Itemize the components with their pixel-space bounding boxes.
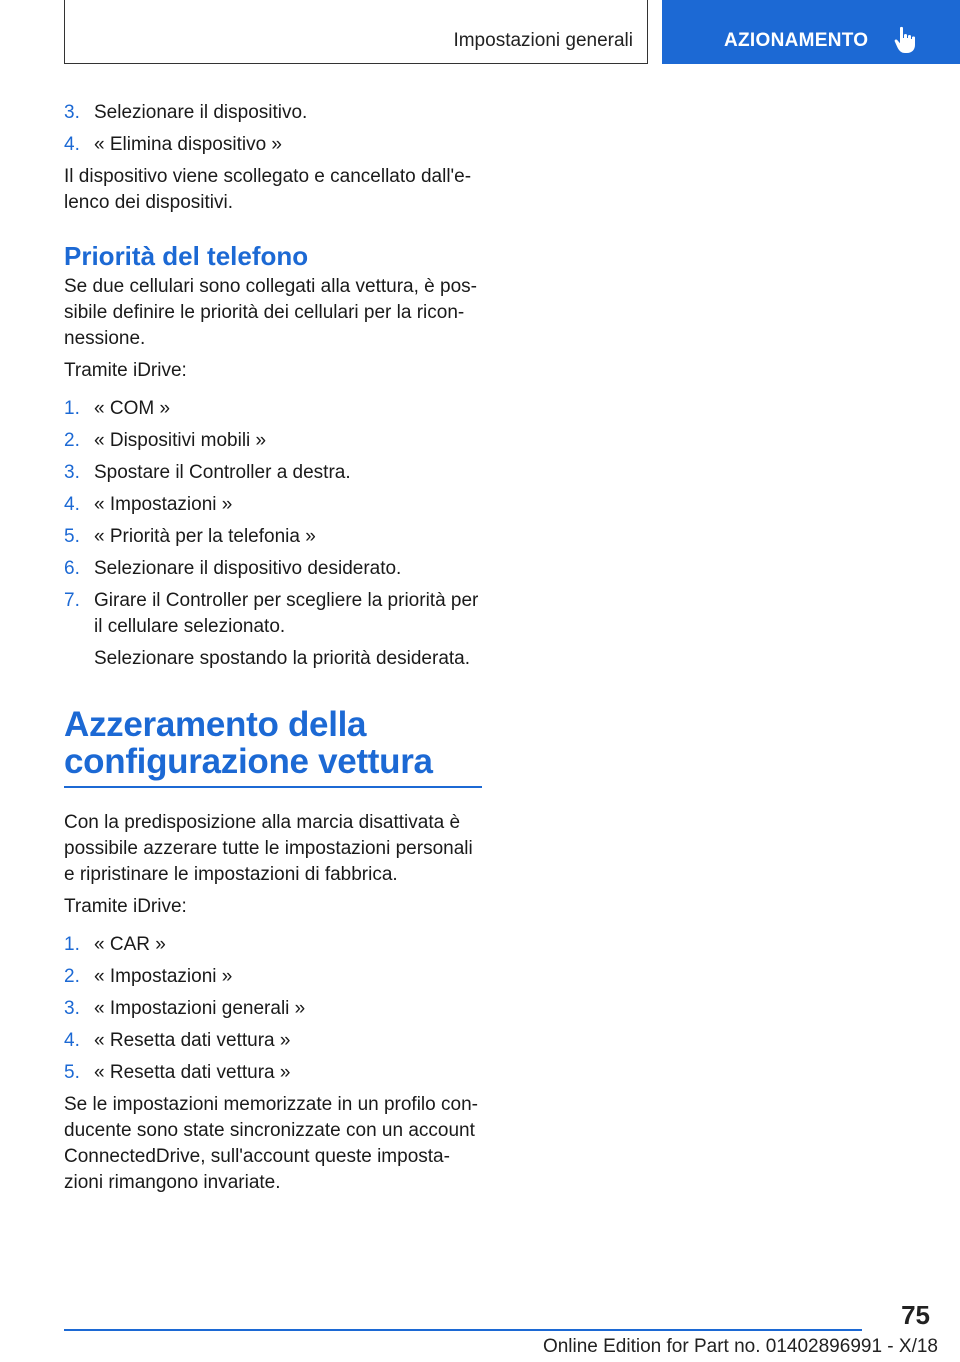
list-item xyxy=(64,492,482,518)
list-item xyxy=(64,1028,482,1054)
step-number: 5. xyxy=(64,1062,80,1083)
step-number: 3. xyxy=(64,998,80,1019)
paragraph: Il dispositivo viene scollegato e cancellato dall'e‐lenco dei dispositivi. xyxy=(64,166,472,213)
page-content xyxy=(64,100,482,1196)
section-heading: Priorità del telefono xyxy=(64,241,309,271)
step-number: 1. xyxy=(64,934,80,955)
paragraph: Se due cellulari sono collegati alla vettura, è pos‐sibile definire le priorità dei cellulari per la ricon‐nessione. xyxy=(64,276,477,349)
step-number: 2. xyxy=(64,966,80,987)
step-number: 1. xyxy=(64,398,80,419)
list-item xyxy=(64,132,482,158)
heading-divider xyxy=(64,786,482,788)
paragraph-lead: Tramite iDrive: xyxy=(64,896,187,917)
step-text: « Resetta dati vettura » xyxy=(94,1062,291,1083)
paragraph-lead: Tramite iDrive: xyxy=(64,360,187,381)
steps-list xyxy=(64,396,482,672)
header-chapter-tab[interactable] xyxy=(662,0,960,64)
step-number: 5. xyxy=(64,526,80,547)
paragraph: Con la predisposizione alla marcia disattivata è possibile azzerare tutte le impostazioni personali e ripristinare le impostazioni di fabbrica. xyxy=(64,812,473,885)
step-text: « Priorità per la telefonia » xyxy=(94,526,316,547)
page-number: 75 xyxy=(901,1300,930,1330)
step-subtext: Selezionare spostando la priorità desiderata. xyxy=(94,648,471,669)
list-item xyxy=(64,524,482,550)
header-chapter-label: AZIONAMENTO xyxy=(724,30,869,51)
step-number: 3. xyxy=(64,102,80,123)
list-item xyxy=(64,100,482,126)
list-item xyxy=(64,996,482,1022)
step-text: Spostare il Controller a destra. xyxy=(94,462,351,483)
step-number: 6. xyxy=(64,558,80,579)
step-number: 3. xyxy=(64,462,80,483)
header-section-box xyxy=(64,0,648,64)
footer-edition: Online Edition for Part no. 01402896991 - X/18 xyxy=(542,1336,938,1357)
list-item xyxy=(64,964,482,990)
step-number: 4. xyxy=(64,134,80,155)
step-text: « Resetta dati vettura » xyxy=(94,1030,291,1051)
step-text: « Elimina dispositivo » xyxy=(94,134,282,155)
step-text: Selezionare il dispositivo desiderato. xyxy=(94,558,402,579)
steps-list xyxy=(64,932,482,1086)
step-number: 4. xyxy=(64,494,80,515)
pointing-hand-icon xyxy=(894,26,918,54)
list-item xyxy=(64,588,482,640)
list-item xyxy=(64,1060,482,1086)
list-item xyxy=(64,396,482,422)
step-number: 4. xyxy=(64,1030,80,1051)
step-number: 7. xyxy=(64,590,80,611)
footer-divider xyxy=(64,1329,862,1331)
list-item xyxy=(64,428,482,454)
step-text: « Impostazioni » xyxy=(94,966,233,987)
step-text: « COM » xyxy=(94,398,171,419)
step-text: Girare il Controller per scegliere la priorità per il cellulare selezionato. xyxy=(94,590,479,637)
step-text: « Dispositivi mobili » xyxy=(94,430,267,451)
step-text: « CAR » xyxy=(94,934,166,955)
list-item xyxy=(64,932,482,958)
step-text: Selezionare il dispositivo. xyxy=(94,102,308,123)
step-text: « Impostazioni » xyxy=(94,494,233,515)
paragraph: Se le impostazioni memorizzate in un profilo con‐ducente sono state sincronizzate con un account ConnectedDrive, sull'account queste imposta‐zioni rimangono invariate. xyxy=(64,1094,478,1193)
list-item xyxy=(64,556,482,582)
list-item xyxy=(64,460,482,486)
chapter-heading: Azzeramento della configurazione vettura xyxy=(64,705,433,781)
step-text: « Impostazioni generali » xyxy=(94,998,306,1019)
header-section-title: Impostazioni generali xyxy=(453,30,633,51)
step-number: 2. xyxy=(64,430,80,451)
